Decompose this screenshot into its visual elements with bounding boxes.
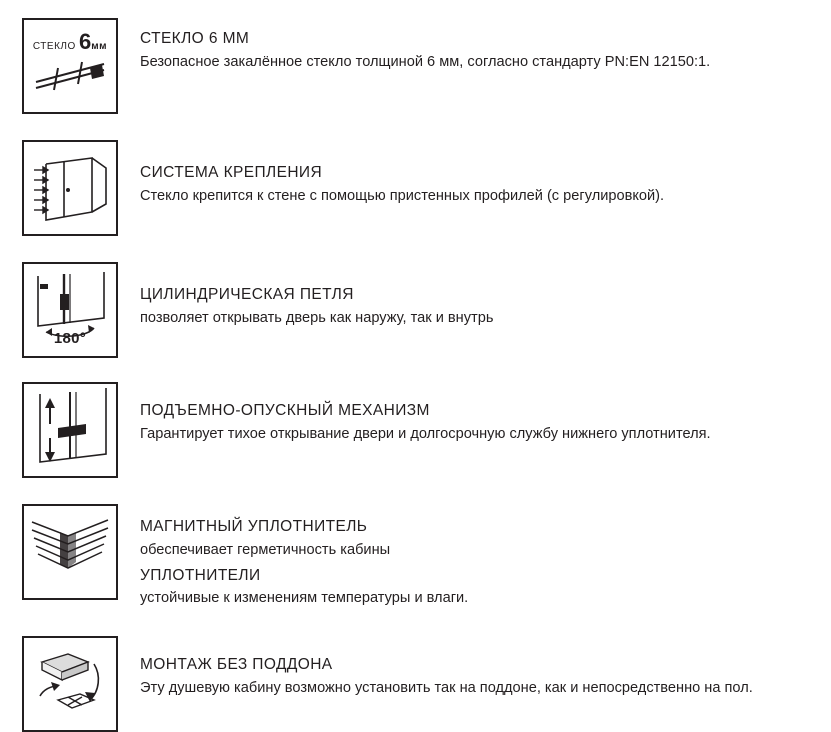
- feature-text: [118, 262, 493, 329]
- feature-row: [0, 18, 831, 114]
- mounting-system-icon: [22, 140, 118, 236]
- feature-description: Стекло крепится к стене с помощью пристенных профилей (с регулировкой).: [140, 188, 665, 204]
- feature-title: ЦИЛИНДРИЧЕСКАЯ ПЕТЛЯ: [140, 286, 354, 303]
- feature-description: позволяет открывать дверь как наружу, так и внутрь: [140, 310, 494, 326]
- feature-text: [118, 636, 753, 699]
- lift-and-lower-icon: [22, 382, 118, 478]
- glass-icon-unit: мм: [91, 41, 108, 52]
- tray-and-floor-drawing: [24, 638, 116, 730]
- features-sheet: [0, 18, 831, 720]
- seal-profile-drawing: [24, 506, 116, 598]
- cylindrical-hinge-icon: [22, 262, 118, 358]
- glass-6mm-icon-label: [24, 29, 116, 55]
- feature-row: [0, 504, 831, 608]
- feature-title: МОНТАЖ БЕЗ ПОДДОНА: [140, 656, 333, 674]
- feature-title: МАГНИТНЫЙ УПЛОТНИТЕЛЬ: [140, 518, 368, 535]
- feature-subtitle: УПЛОТНИТЕЛИ: [140, 566, 261, 584]
- feature-description: Безопасное закалённое стекло толщиной 6 мм, согласно стандарту PN:EN 12150:1.: [140, 54, 711, 70]
- feature-subsection: [140, 567, 468, 609]
- glass-icon-prefix: СТЕКЛО: [32, 41, 76, 52]
- feature-description: Гарантирует тихое открывание двери и долгосрочную службу нижнего уплотнителя.: [140, 426, 711, 442]
- feature-row: [0, 262, 831, 358]
- glass-6mm-icon: [22, 18, 118, 114]
- feature-text: [118, 18, 710, 73]
- feature-description: обеспечивает герметичность кабины: [140, 542, 391, 558]
- feature-title: СТЕКЛО 6 ММ: [140, 30, 250, 47]
- lift-mechanism-drawing: [24, 384, 116, 476]
- feature-description: Эту душевую кабину возможно установить так на поддоне, как и непосредственно на пол.: [140, 680, 753, 697]
- magnetic-seal-icon: [22, 504, 118, 600]
- feature-row: [0, 140, 831, 236]
- feature-text: [118, 382, 711, 445]
- feature-title: СИСТЕМА КРЕПЛЕНИЯ: [140, 164, 323, 181]
- feature-text: [118, 504, 468, 608]
- hinge-angle-label: 180°: [53, 330, 87, 347]
- feature-row: [0, 636, 831, 732]
- feature-row: [0, 382, 831, 478]
- feature-sub-description: устойчивые к изменениям температуры и влаги.: [140, 589, 469, 606]
- cabin-profile-drawing: [24, 142, 116, 234]
- glass-icon-value: 6: [79, 29, 92, 54]
- feature-title: ПОДЪЕМНО-ОПУСКНЫЙ МЕХАНИЗМ: [140, 402, 430, 419]
- feature-text: [118, 140, 664, 207]
- no-tray-installation-icon: [22, 636, 118, 732]
